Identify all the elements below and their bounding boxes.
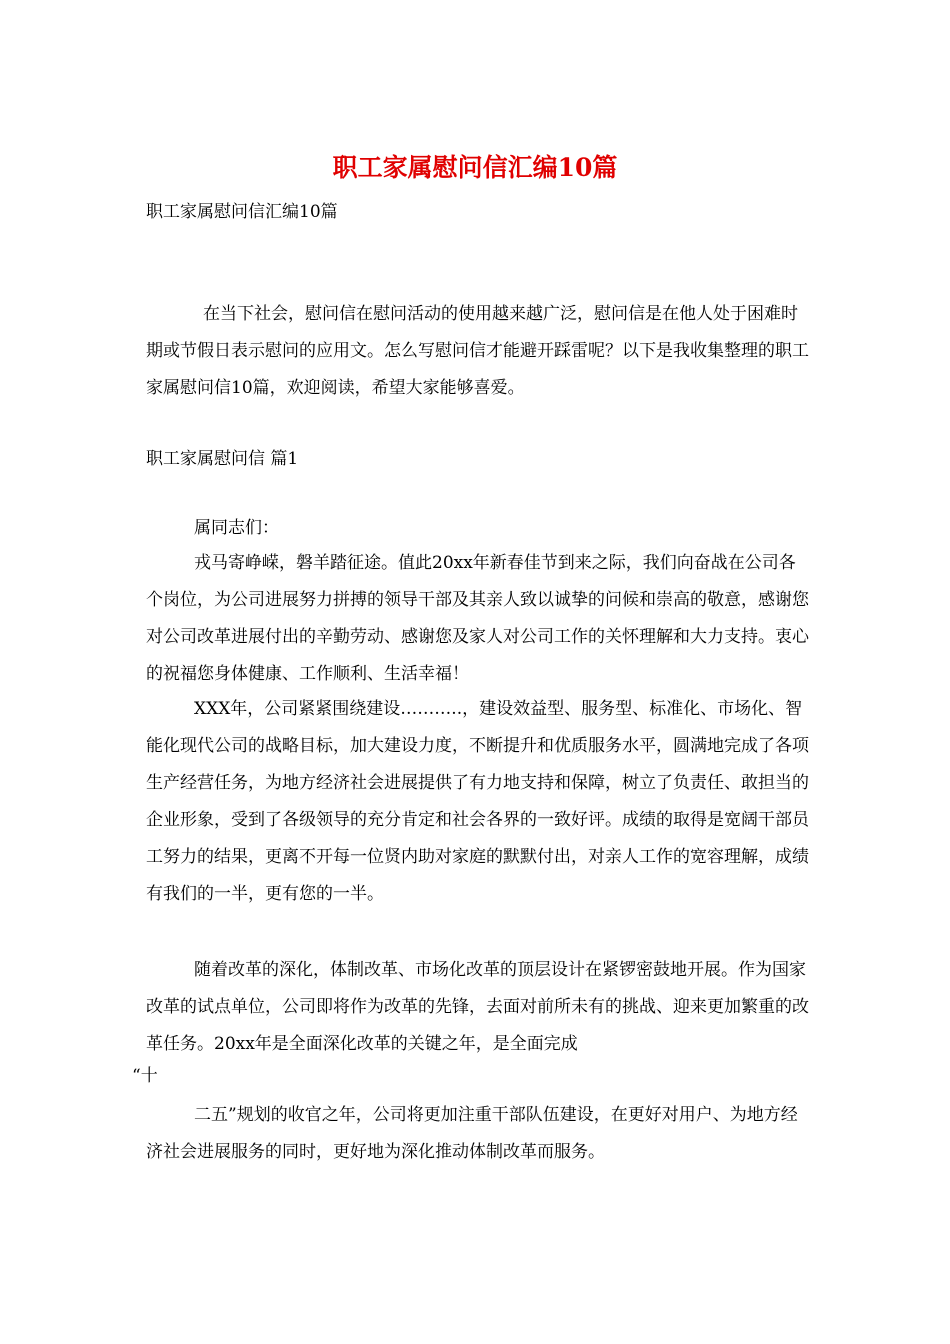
letter-paragraph-4: 二五”规划的收官之年，公司将更加注重干部队伍建设，在更好对用户、为地方经济社会进展服务的同时，更好地为深化推动体制改革而服务。 [146,1105,798,1162]
letter-paragraph-1: 戎马寄峥嵘，磐羊踏征途。值此20xx年新春佳节到来之际，我们向奋战在公司各个岗位，为公司进展努力拼搏的领导干部及其亲人致以诚挚的问候和崇高的敬意，感谢您对公司改革进展付出的辛勤劳动、感谢您及家人对公司工作的关怀理解和大力支持。衷心的祝福您身体健康、工作顺利、生活幸福！ [146,553,809,684]
quote-fragment: “十 [132,1066,158,1086]
document-title: 职工家属慰问信汇编10篇 [332,153,618,182]
letter-salutation: 属同志们： [194,518,279,538]
letter-paragraph-2: XXX年，公司紧紧围绕建设………..，建设效益型、服务型、标准化、市场化、智能化现代公司的战略目标，加大建设力度，不断提升和优质服务水平，圆满地完成了各项生产经营任务，为地方经济社会进展提供了有力地支持和保障，树立了负责任、敢担当的企业形象，受到了各级领导的充分肯定和社会各界的一致好评。成绩的取得是宽阔干部员工努力的结果，更离不开每一位贤内助对家庭的默默付出，对亲人工作的宽容理解，成绩有我们的一半，更有您的一半。 [146,699,809,904]
letter-paragraph-3: 随着改革的深化，体制改革、市场化改革的顶层设计在紧锣密鼓地开展。作为国家改革的试点单位，公司即将作为改革的先锋，去面对前所未有的挑战、迎来更加繁重的改革任务。20xx年是全面深化改革的关键之年，是全面完成 [146,960,809,1054]
document-subtitle: 职工家属慰问信汇编10篇 [146,202,338,222]
intro-paragraph: 在当下社会，慰问信在慰问活动的使用越来越广泛，慰问信是在他人处于困难时期或节假日表示慰问的应用文。怎么写慰问信才能避开踩雷呢？以下是我收集整理的职工家属慰问信10篇，欢迎阅读，希望大家能够喜爱。 [146,304,809,398]
section-heading: 职工家属慰问信 篇1 [146,449,299,469]
